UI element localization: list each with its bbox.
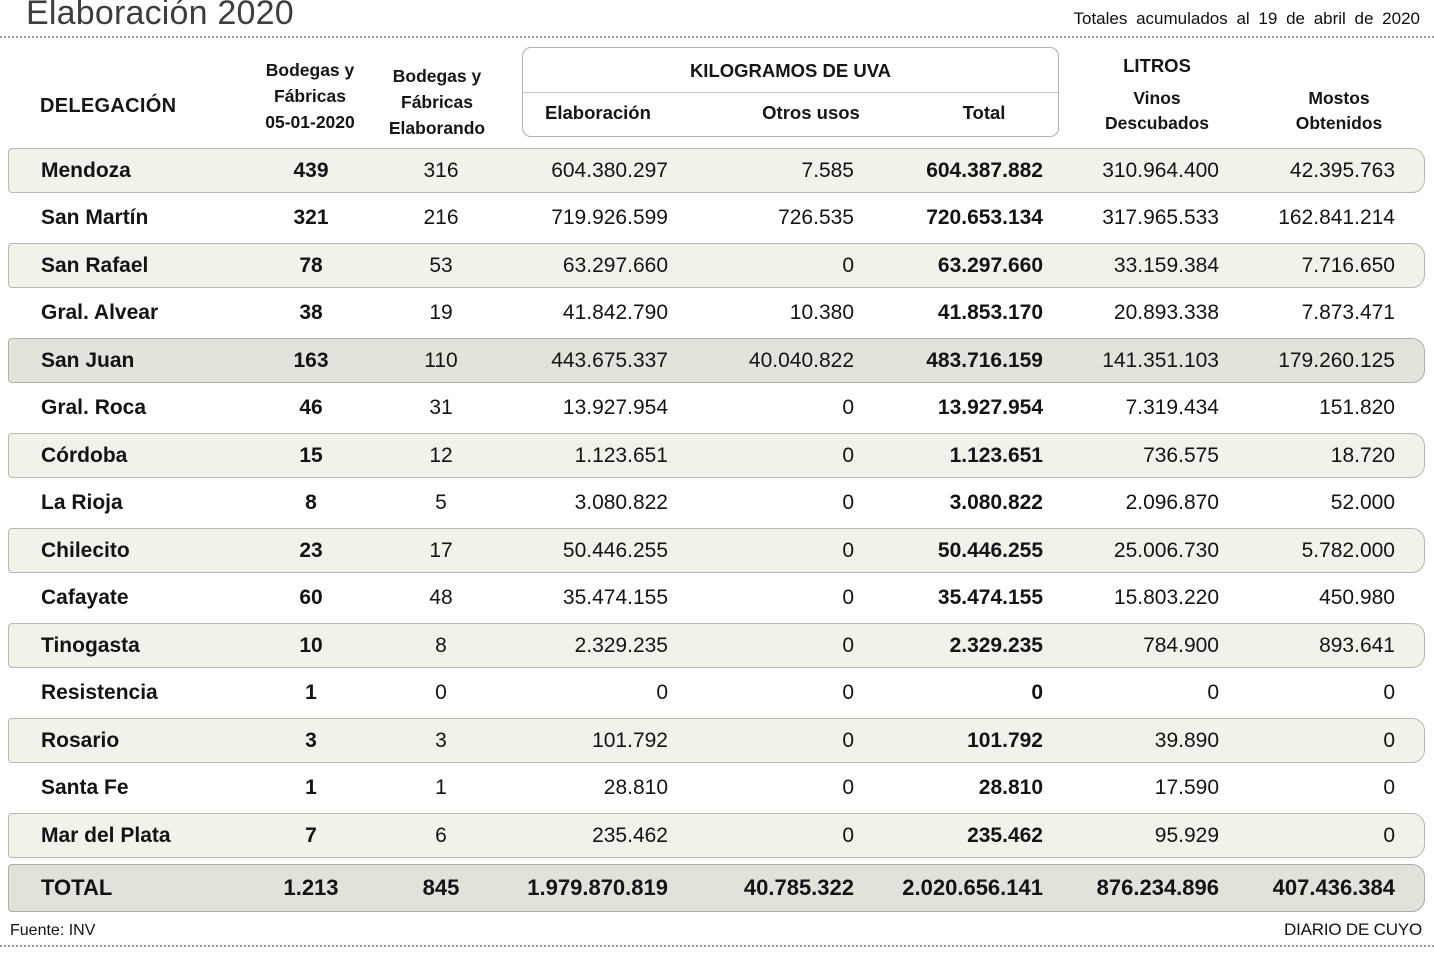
- cell-otros-usos: 726.535: [778, 206, 854, 229]
- cell-bodegas-elaborando: 216: [423, 206, 459, 229]
- kilogramos-subheaders: [523, 93, 1058, 136]
- cell-bodegas-elaborando: 53: [429, 253, 453, 277]
- cell-elaboracion: 1.123.651: [574, 443, 668, 467]
- cell-total-uva: 28.810: [978, 776, 1043, 799]
- cell-bodegas-elaborando: 31: [429, 396, 453, 419]
- cell-vinos-descubados: 17.590: [1154, 776, 1219, 799]
- header-bodegas-elaborando-line1: Bodegas y: [392, 66, 482, 86]
- cell-bodegas-registradas: 23: [299, 538, 323, 562]
- cell-total-uva: 483.716.159: [926, 348, 1043, 372]
- cell-elaboracion: 50.446.255: [562, 538, 668, 562]
- cell-elaboracion: 443.675.337: [551, 348, 668, 372]
- cell-elaboracion: 41.842.790: [562, 301, 668, 324]
- header-bodegas-registradas-line1: Bodegas y: [265, 60, 355, 80]
- header-bodegas-elaborando-line2: Fábricas: [401, 92, 473, 112]
- cell-bodegas-registradas: 3: [305, 728, 317, 752]
- table-row: [8, 386, 1425, 431]
- table-row: [8, 196, 1425, 241]
- cell-elaboracion: 3.080.822: [574, 491, 668, 514]
- cell-delegacion: Mendoza: [41, 158, 131, 182]
- cell-mostos-obtenidos: 0: [1383, 728, 1395, 752]
- table-row: [8, 291, 1425, 336]
- cell-vinos-descubados: 141.351.103: [1102, 348, 1219, 372]
- table-row: [8, 148, 1425, 193]
- cell-vinos-descubados: 317.965.533: [1102, 206, 1219, 229]
- kilogramos-uva-group-box: [522, 47, 1059, 137]
- cell-total-uva: 0: [1031, 681, 1043, 704]
- cell-otros-usos: 0: [842, 776, 854, 799]
- cell-elaboracion: 2.329.235: [574, 633, 668, 657]
- cell-mostos-obtenidos: 179.260.125: [1278, 348, 1395, 372]
- cell-vinos-descubados: 95.929: [1154, 823, 1219, 847]
- cell-bodegas-elaborando: 845: [422, 875, 460, 900]
- table-row: [8, 481, 1425, 526]
- cell-bodegas-elaborando: 1: [435, 776, 447, 799]
- header-delegacion: DELEGACIÓN: [40, 95, 177, 117]
- cell-bodegas-elaborando: 3: [435, 728, 447, 752]
- cell-bodegas-registradas: 38: [299, 301, 323, 324]
- header-mostos-line2: Obtenidos: [1295, 113, 1383, 133]
- header-vinos-line2: Descubados: [1104, 113, 1210, 133]
- cell-otros-usos: 0: [842, 396, 854, 419]
- header-litros: LITROS: [1123, 55, 1191, 76]
- header-bodegas-elaborando-line3: Elaborando: [388, 118, 486, 138]
- cell-bodegas-registradas: 1: [305, 776, 317, 799]
- cell-delegacion: Córdoba: [41, 443, 128, 467]
- top-dotted-divider: [0, 36, 1434, 38]
- cell-otros-usos: 40.785.322: [743, 875, 854, 900]
- cell-otros-usos: 0: [842, 538, 854, 562]
- cell-bodegas-elaborando: 5: [435, 491, 447, 514]
- cell-bodegas-elaborando: 12: [429, 443, 453, 467]
- cell-total-uva: 50.446.255: [937, 538, 1043, 562]
- cell-mostos-obtenidos: 0: [1383, 776, 1395, 799]
- source-credit: Fuente: INV: [10, 922, 96, 939]
- cell-total-uva: 720.653.134: [926, 206, 1043, 229]
- table-row: [8, 338, 1425, 383]
- cell-mostos-obtenidos: 5.782.000: [1301, 538, 1395, 562]
- cell-vinos-descubados: 784.900: [1143, 633, 1219, 657]
- cell-mostos-obtenidos: 151.820: [1319, 396, 1395, 419]
- cell-mostos-obtenidos: 7.873.471: [1301, 301, 1395, 324]
- cell-vinos-descubados: 15.803.220: [1113, 586, 1219, 609]
- cell-mostos-obtenidos: 893.641: [1319, 633, 1395, 657]
- cell-mostos-obtenidos: 18.720: [1330, 443, 1395, 467]
- cell-otros-usos: 0: [842, 823, 854, 847]
- cell-delegacion: Cafayate: [41, 586, 129, 609]
- cell-mostos-obtenidos: 52.000: [1330, 491, 1395, 514]
- cell-bodegas-registradas: 46: [299, 396, 323, 419]
- cell-bodegas-elaborando: 6: [435, 823, 447, 847]
- cell-otros-usos: 0: [842, 681, 854, 704]
- cell-bodegas-registradas: 78: [299, 253, 323, 277]
- cell-total-uva: 41.853.170: [937, 301, 1043, 324]
- cell-bodegas-elaborando: 0: [435, 681, 447, 704]
- cell-elaboracion: 63.297.660: [562, 253, 668, 277]
- cell-mostos-obtenidos: 0: [1383, 681, 1395, 704]
- table-row: [8, 528, 1425, 573]
- cell-total-uva: 63.297.660: [937, 253, 1043, 277]
- cell-delegacion: La Rioja: [41, 491, 123, 514]
- header-total-uva: Total: [962, 102, 1006, 123]
- header-bodegas-registradas-line3: 05-01-2020: [265, 112, 355, 132]
- cell-bodegas-registradas: 60: [299, 586, 323, 609]
- table-total-row: [8, 864, 1425, 912]
- header-mostos-line1: Mostos: [1308, 88, 1370, 108]
- cell-delegacion: San Rafael: [41, 253, 149, 277]
- cell-delegacion: Mar del Plata: [41, 823, 171, 847]
- cell-bodegas-elaborando: 48: [429, 586, 453, 609]
- cell-mostos-obtenidos: 407.436.384: [1272, 875, 1395, 900]
- table-row: [8, 433, 1425, 478]
- cell-delegacion: Resistencia: [41, 681, 158, 704]
- cell-otros-usos: 0: [842, 491, 854, 514]
- cell-vinos-descubados: 0: [1207, 681, 1219, 704]
- cell-total-uva: 604.387.882: [926, 158, 1043, 182]
- header-otros-usos: Otros usos: [762, 102, 860, 123]
- header-elaboracion: Elaboración: [545, 102, 651, 123]
- header-kilogramos-uva: KILOGRAMOS DE UVA: [523, 48, 1058, 93]
- accumulated-totals-date: Totales acumulados al 19 de abril de 2020: [1073, 9, 1420, 28]
- cell-bodegas-registradas: 15: [299, 443, 323, 467]
- cell-delegacion: Rosario: [41, 728, 120, 752]
- cell-elaboracion: 35.474.155: [562, 586, 668, 609]
- cell-bodegas-elaborando: 17: [429, 538, 453, 562]
- cell-delegacion: San Juan: [41, 348, 135, 372]
- cell-vinos-descubados: 25.006.730: [1113, 538, 1219, 562]
- table-body: [8, 148, 1425, 915]
- bottom-dotted-divider: [0, 945, 1434, 947]
- table-row: [8, 623, 1425, 668]
- cell-bodegas-registradas: 321: [293, 206, 329, 229]
- cell-bodegas-elaborando: 19: [429, 301, 453, 324]
- cell-otros-usos: 10.380: [789, 301, 854, 324]
- cell-delegacion: Santa Fe: [41, 776, 129, 799]
- cell-otros-usos: 0: [842, 443, 854, 467]
- table-row: [8, 576, 1425, 621]
- cell-otros-usos: 0: [842, 586, 854, 609]
- cell-elaboracion: 719.926.599: [551, 206, 668, 229]
- cell-otros-usos: 40.040.822: [748, 348, 854, 372]
- header-mostos-obtenidos: [1296, 86, 1383, 136]
- header-vinos-line1: Vinos: [1133, 88, 1181, 108]
- cell-delegacion: Tinogasta: [41, 633, 140, 657]
- cell-bodegas-registradas: 7: [305, 823, 317, 847]
- header-bodegas-registradas: [265, 57, 355, 135]
- table-row: [8, 243, 1425, 288]
- cell-otros-usos: 0: [842, 633, 854, 657]
- cell-vinos-descubados: 736.575: [1143, 443, 1219, 467]
- cell-delegacion: Gral. Alvear: [41, 301, 159, 324]
- cell-total-uva: 3.080.822: [949, 491, 1043, 514]
- cell-elaboracion: 604.380.297: [551, 158, 668, 182]
- table-row: [8, 718, 1425, 763]
- cell-total-uva: 35.474.155: [937, 586, 1043, 609]
- header-bodegas-registradas-line2: Fábricas: [274, 86, 346, 106]
- cell-vinos-descubados: 876.234.896: [1096, 875, 1219, 900]
- cell-mostos-obtenidos: 0: [1383, 823, 1395, 847]
- cell-vinos-descubados: 2.096.870: [1125, 491, 1219, 514]
- header-bodegas-elaborando: [389, 63, 485, 141]
- cell-bodegas-elaborando: 110: [424, 348, 458, 372]
- cell-total-uva: 13.927.954: [937, 396, 1043, 419]
- cell-delegacion: TOTAL: [41, 875, 113, 900]
- cell-mostos-obtenidos: 162.841.214: [1278, 206, 1395, 229]
- cell-mostos-obtenidos: 7.716.650: [1301, 253, 1395, 277]
- cell-vinos-descubados: 33.159.384: [1113, 253, 1219, 277]
- cell-elaboracion: 101.792: [592, 728, 668, 752]
- cell-elaboracion: 235.462: [592, 823, 668, 847]
- cell-total-uva: 2.020.656.141: [902, 875, 1043, 900]
- cell-total-uva: 1.123.651: [949, 443, 1043, 467]
- cell-vinos-descubados: 310.964.400: [1102, 158, 1219, 182]
- cell-bodegas-registradas: 10: [299, 633, 323, 657]
- table-row: [8, 671, 1425, 716]
- cell-vinos-descubados: 20.893.338: [1113, 301, 1219, 324]
- cell-otros-usos: 7.585: [801, 158, 854, 182]
- cell-vinos-descubados: 39.890: [1154, 728, 1219, 752]
- cell-elaboracion: 1.979.870.819: [527, 875, 668, 900]
- cell-elaboracion: 0: [656, 681, 668, 704]
- cell-otros-usos: 0: [842, 728, 854, 752]
- cell-elaboracion: 13.927.954: [562, 396, 668, 419]
- header-vinos-descubados: [1105, 86, 1209, 136]
- cell-mostos-obtenidos: 450.980: [1319, 586, 1395, 609]
- page-title: Elaboración 2020: [26, 0, 294, 32]
- cell-otros-usos: 0: [842, 253, 854, 277]
- cell-vinos-descubados: 7.319.434: [1125, 396, 1219, 419]
- cell-bodegas-registradas: 1.213: [283, 875, 339, 900]
- cell-bodegas-elaborando: 316: [423, 158, 459, 182]
- cell-mostos-obtenidos: 42.395.763: [1289, 158, 1395, 182]
- newspaper-credit: DIARIO DE CUYO: [1284, 920, 1422, 939]
- cell-total-uva: 101.792: [967, 728, 1043, 752]
- cell-bodegas-registradas: 1: [305, 681, 317, 704]
- cell-elaboracion: 28.810: [603, 776, 668, 799]
- cell-delegacion: San Martín: [41, 206, 149, 229]
- table-row: [8, 766, 1425, 811]
- cell-bodegas-registradas: 163: [293, 348, 329, 372]
- cell-bodegas-registradas: 8: [305, 491, 317, 514]
- cell-total-uva: 235.462: [967, 823, 1043, 847]
- cell-total-uva: 2.329.235: [949, 633, 1043, 657]
- cell-delegacion: Gral. Roca: [41, 396, 147, 419]
- cell-bodegas-registradas: 439: [293, 158, 329, 182]
- cell-bodegas-elaborando: 8: [435, 633, 447, 657]
- table-row: [8, 813, 1425, 858]
- cell-delegacion: Chilecito: [41, 538, 130, 562]
